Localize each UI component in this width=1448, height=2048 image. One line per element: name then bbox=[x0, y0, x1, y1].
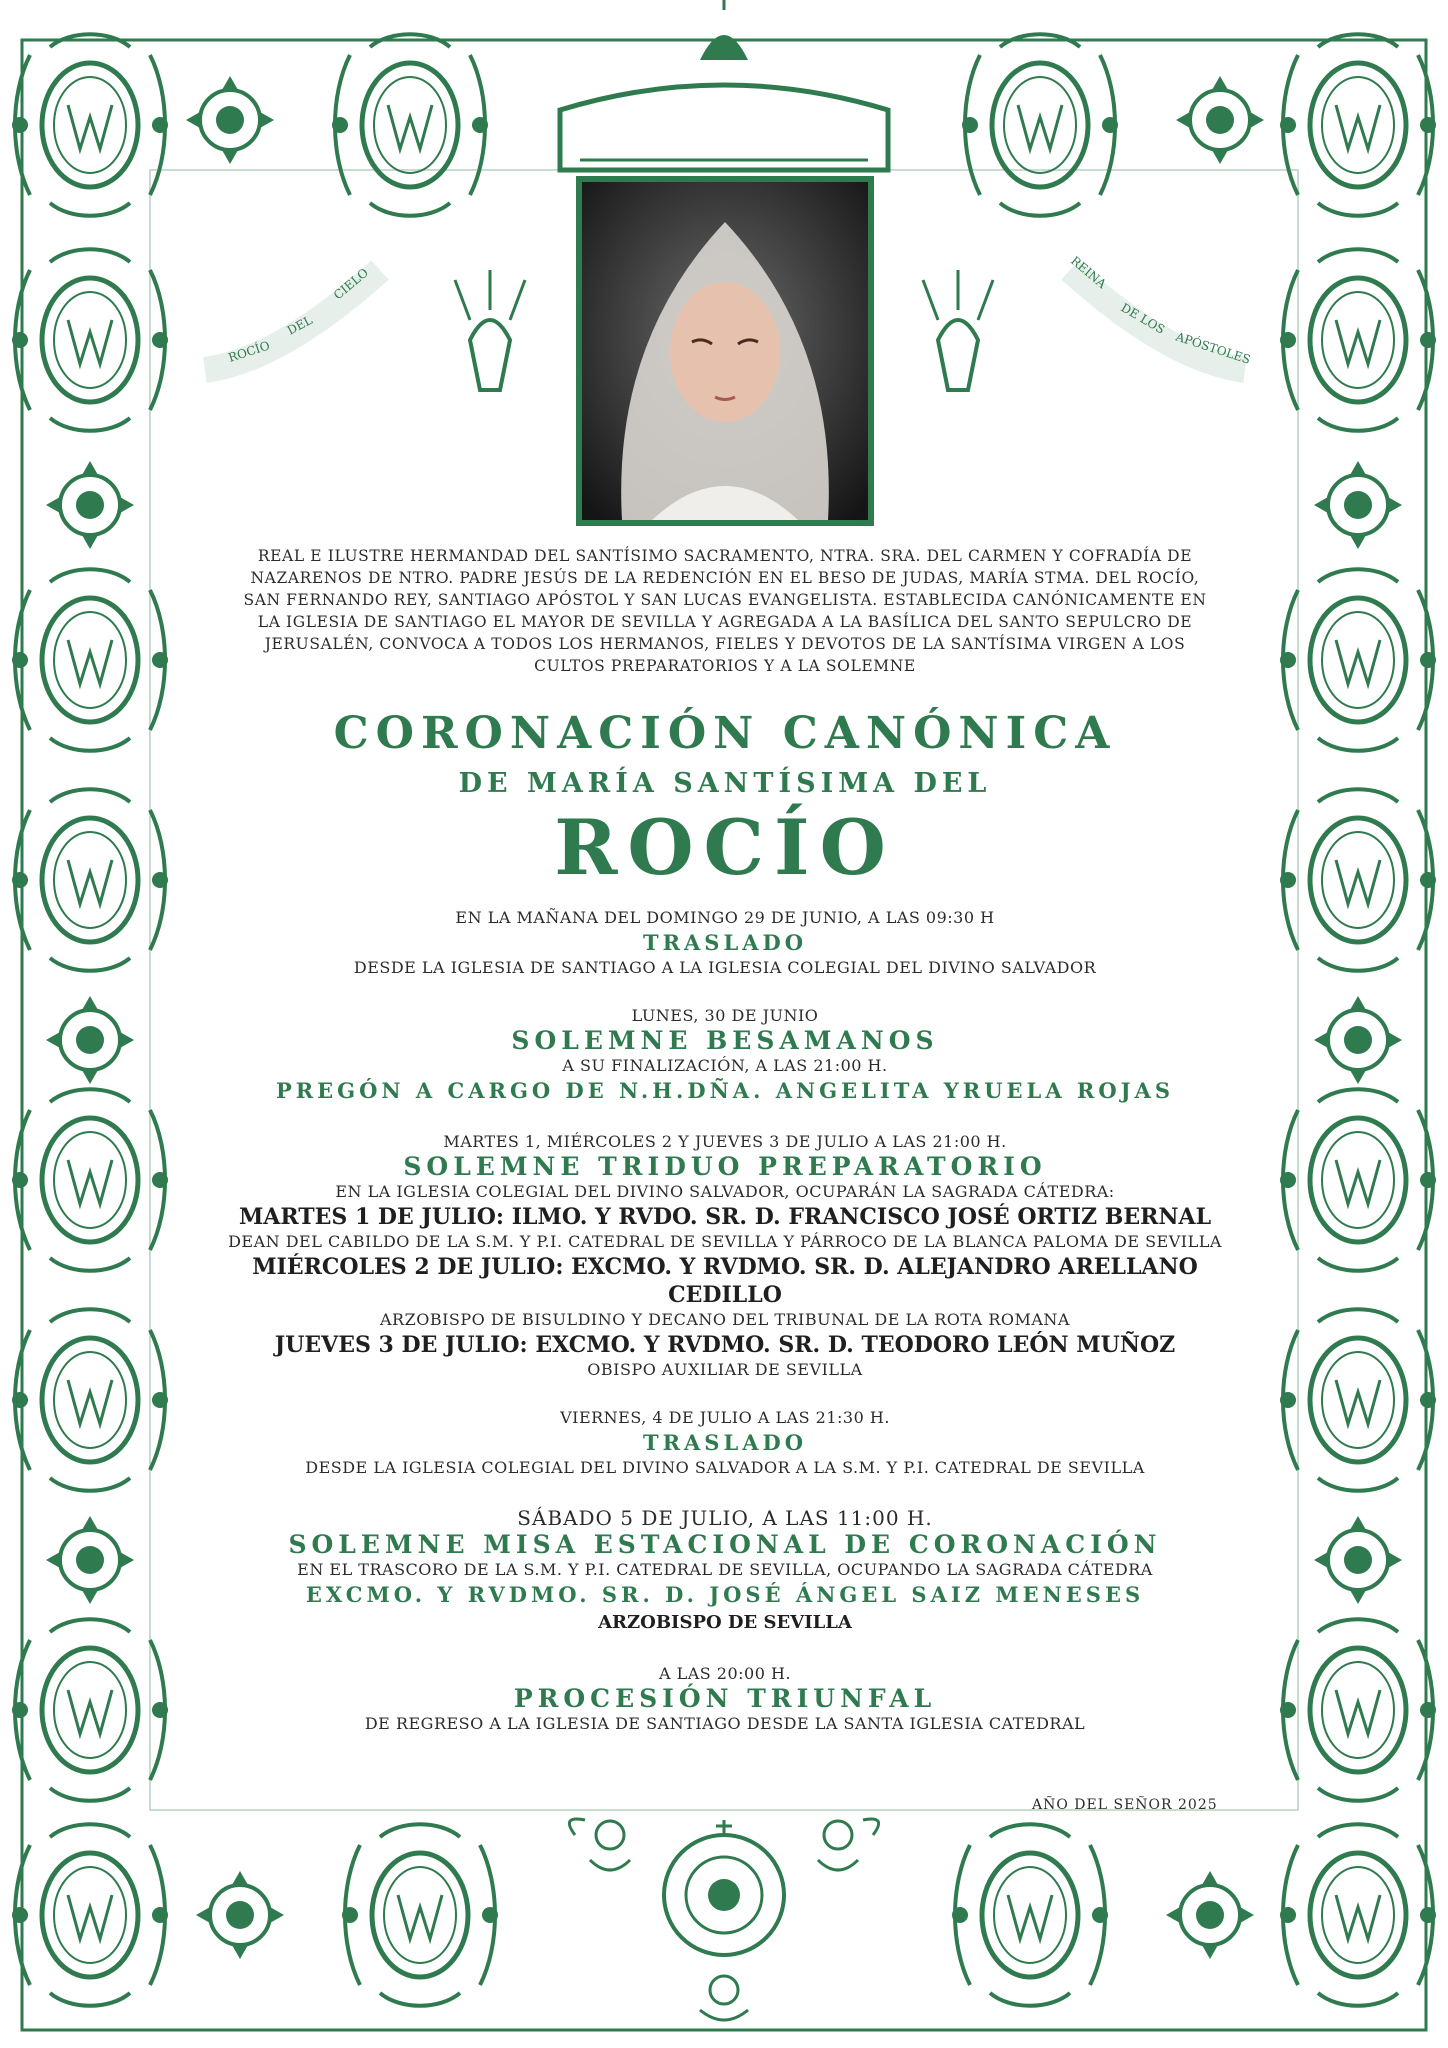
procesion-name: PROCESIÓN TRIUNFAL bbox=[513, 1684, 937, 1713]
event-besamanos bbox=[225, 1005, 1225, 1105]
triduo-day2-role: ARZOBISPO DE BISULDINO Y DECANO DEL TRIBUNAL DE LA ROTA ROMANA bbox=[380, 1310, 1070, 1329]
monstrance-icon bbox=[664, 1820, 784, 1955]
traslado2-name: TRASLADO bbox=[642, 1430, 808, 1455]
event-traslado-2 bbox=[225, 1407, 1225, 1479]
event-traslado-1 bbox=[225, 907, 1225, 979]
triduo-day1: MARTES 1 DE JULIO: ILMO. Y RVDO. SR. D. FRANCISCO JOSÉ ORTIZ BERNAL bbox=[238, 1204, 1212, 1230]
procesion-detail: DE REGRESO A LA IGLESIA DE SANTIAGO DESDE LA SANTA IGLESIA CATEDRAL bbox=[364, 1714, 1086, 1733]
traslado2-detail: DESDE LA IGLESIA COLEGIAL DEL DIVINO SALVADOR A LA S.M. Y P.I. CATEDRAL DE SEVILLA bbox=[305, 1458, 1145, 1477]
triduo-when: MARTES 1, MIÉRCOLES 2 Y JUEVES 3 DE JULIO A LAS 21:00 H. bbox=[443, 1132, 1007, 1151]
misa-when: SÁBADO 5 DE JULIO, A LAS 11:00 H. bbox=[517, 1506, 933, 1530]
triduo-day1-role: DEAN DEL CABILDO DE LA S.M. Y P.I. CATEDRAL DE SEVILLA Y PÁRROCO DE LA BLANCA PALOMA DE SEVILLA bbox=[228, 1232, 1222, 1251]
besamanos-name: SOLEMNE BESAMANOS bbox=[511, 1026, 939, 1055]
ribbon-right-1: REINA bbox=[1068, 253, 1110, 292]
ribbon-right-2: DE LOS bbox=[1118, 300, 1168, 337]
triduo-day3: JUEVES 3 DE JULIO: EXCMO. Y RVDMO. SR. D. TEODORO LEÓN MUÑOZ bbox=[274, 1332, 1176, 1358]
triduo-name: SOLEMNE TRIDUO PREPARATORIO bbox=[403, 1152, 1047, 1181]
cherub-right-icon bbox=[818, 1819, 879, 1870]
besamanos-pregon: PREGÓN A CARGO DE N.H.DÑA. ANGELITA YRUELA ROJAS bbox=[275, 1078, 1175, 1103]
event-triduo bbox=[225, 1131, 1225, 1381]
intro-text: REAL E ILUSTRE HERMANDAD DEL SANTÍSIMO SACRAMENTO, NTRA. SRA. DEL CARMEN Y COFRADÍA DE NAZARENOS DE NTRO. PADRE JESÚS DE LA REDENCIÓN EN EL BESO DE JUDAS, MARÍA STMA. DEL ROCÍO, SAN FERNANDO REY, SANTIAGO APÓSTOL Y SAN LUCAS EVANGELISTA. ESTABLECIDA CANÓNICAMENTE EN LA IGLESIA DE SANTIAGO EL MAYOR DE SEVILLA Y AGREGADA A LA BASÍLICA DEL SANTO SEPULCRO DE JERUSALÉN, CONVOCA A TODOS LOS HERMANOS, FIELES Y DEVOTOS DE LA SANTÍSIMA VIRGEN A LOS CULTOS PREPARATORIOS Y A LA SOLEMNE bbox=[243, 547, 1207, 675]
ribbon-right-3: APÓSTOLES bbox=[1174, 329, 1253, 367]
title-line-2: DE MARÍA SANTÍSIMA DEL bbox=[458, 768, 992, 799]
ribbon-left-1: ROCÍO bbox=[226, 338, 272, 365]
traslado1-detail: DESDE LA IGLESIA DE SANTIAGO A LA IGLESIA COLEGIAL DEL DIVINO SALVADOR bbox=[353, 958, 1097, 977]
misa-celebrant: EXCMO. Y RVDMO. SR. D. JOSÉ ÁNGEL SAIZ MENESES bbox=[305, 1582, 1145, 1607]
triduo-day2: MIÉRCOLES 2 DE JULIO: EXCMO. Y RVDMO. SR. D. ALEJANDRO ARELLANO CEDILLO bbox=[252, 1254, 1198, 1308]
traslado1-when: EN LA MAÑANA DEL DOMINGO 29 DE JUNIO, A LAS 09:30 H bbox=[455, 908, 995, 927]
event-procesion bbox=[225, 1663, 1225, 1735]
triduo-day3-role: OBISPO AUXILIAR DE SEVILLA bbox=[587, 1360, 863, 1379]
besamanos-when: LUNES, 30 DE JUNIO bbox=[631, 1006, 819, 1025]
cherub-bottom-icon bbox=[700, 1976, 748, 2020]
traslado2-when: VIERNES, 4 DE JULIO A LAS 21:30 H. bbox=[560, 1408, 890, 1427]
misa-name: SOLEMNE MISA ESTACIONAL DE CORONACIÓN bbox=[288, 1530, 1162, 1559]
triduo-place: EN LA IGLESIA COLEGIAL DEL DIVINO SALVADOR, OCUPARÁN LA SAGRADA CÁTEDRA: bbox=[335, 1182, 1115, 1201]
title-line-3: ROCÍO bbox=[554, 803, 896, 892]
procesion-when: A LAS 20:00 H. bbox=[658, 1664, 792, 1683]
misa-place: EN EL TRASCORO DE LA S.M. Y P.I. CATEDRAL DE SEVILLA, OCUPANDO LA SAGRADA CÁTEDRA bbox=[297, 1560, 1153, 1579]
poster-content bbox=[225, 545, 1225, 1761]
virgin-portrait bbox=[576, 176, 874, 526]
besamanos-sub: A SU FINALIZACIÓN, A LAS 21:00 H. bbox=[562, 1056, 888, 1075]
misa-role: ARZOBISPO DE SEVILLA bbox=[598, 1612, 852, 1633]
footer-year: AÑO DEL SEÑOR 2025 bbox=[1032, 1797, 1218, 1813]
title-line-1: CORONACIÓN CANÓNICA bbox=[333, 708, 1117, 759]
ribbon-left-3: CIELO bbox=[330, 265, 371, 303]
traslado1-name: TRASLADO bbox=[642, 930, 808, 955]
event-misa bbox=[225, 1505, 1225, 1637]
cherub-left-icon bbox=[569, 1819, 630, 1870]
ribbon-left-2: DEL bbox=[284, 312, 315, 338]
